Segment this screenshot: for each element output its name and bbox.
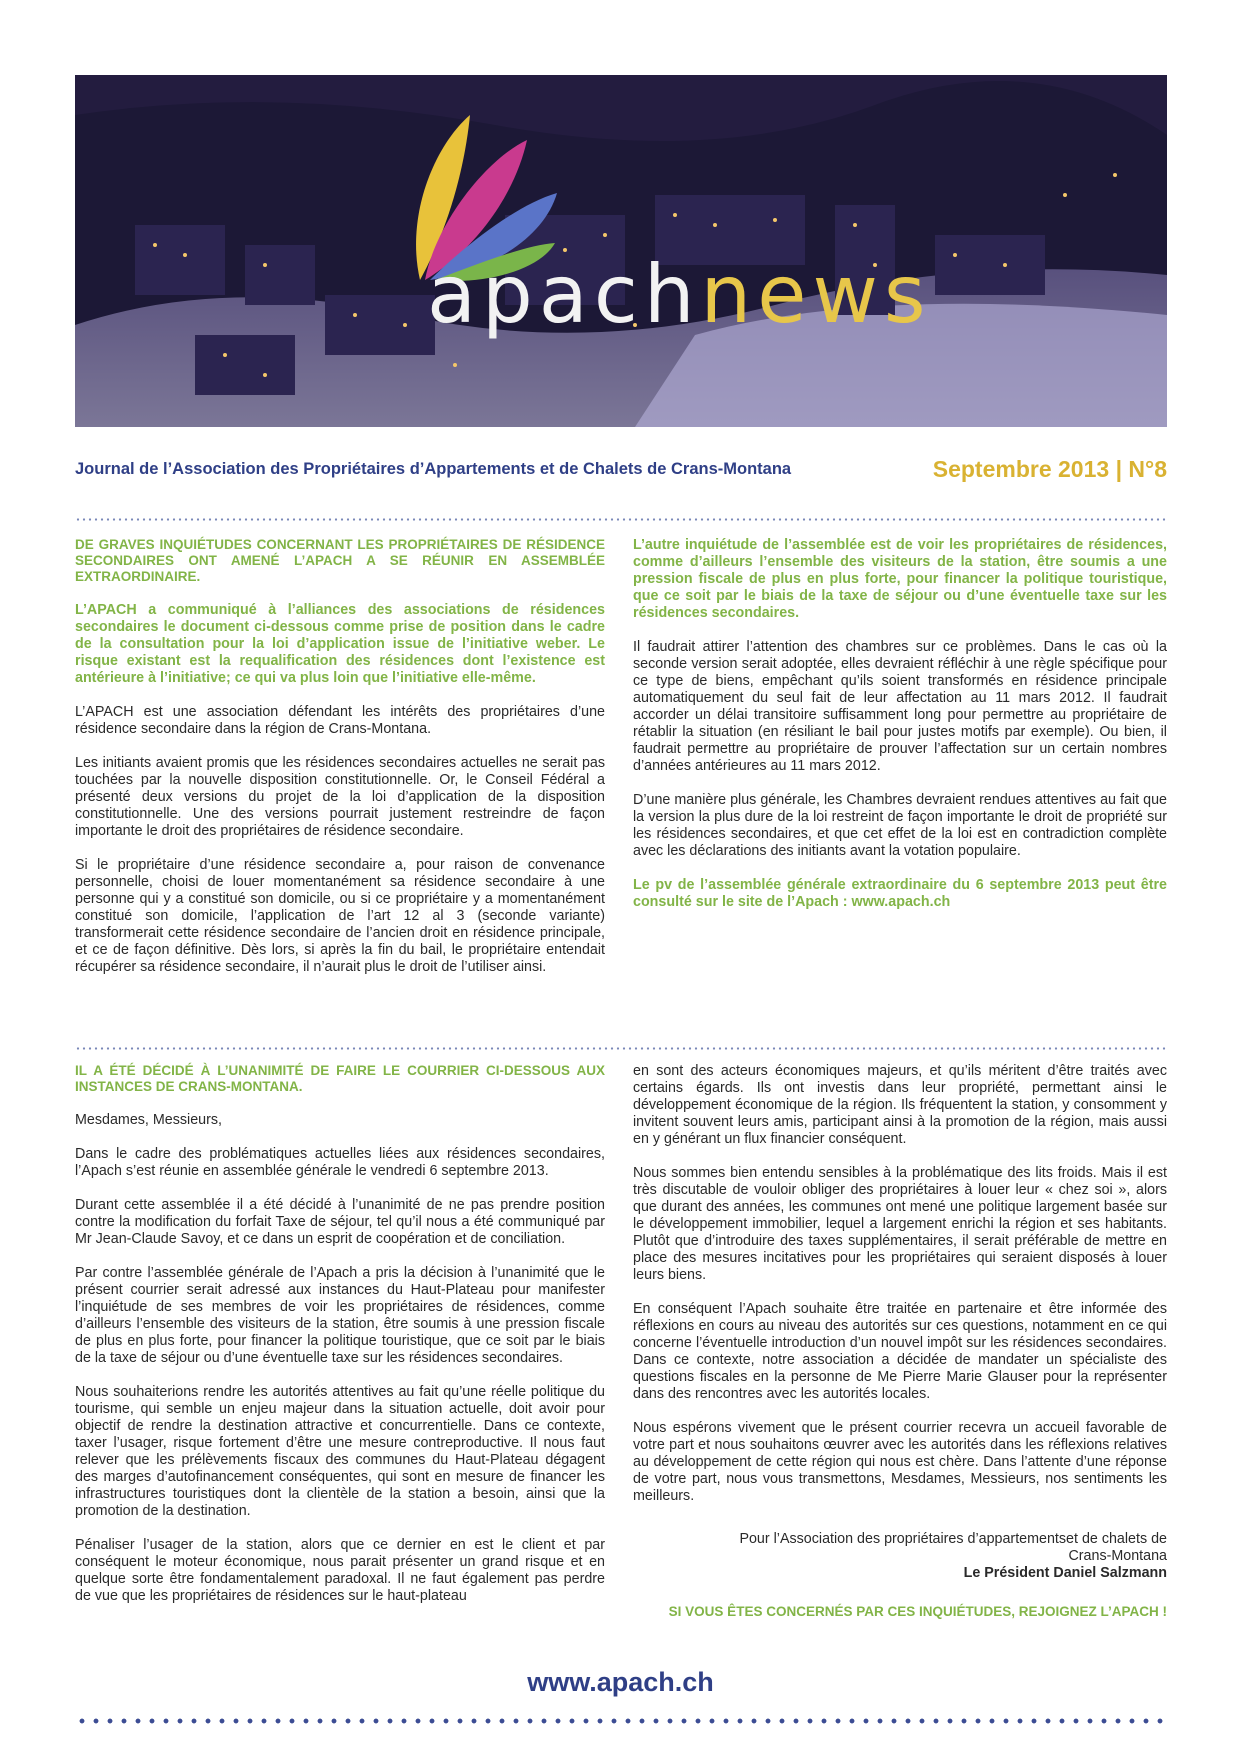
dotted-divider <box>75 518 1167 521</box>
dotted-divider <box>75 1047 1167 1050</box>
section2-right-column <box>633 1063 1167 1637</box>
section1-right-intro: L’autre inquiétude de l’assemblée est de voir les propriétaires de résidences, comme d’ailleurs l’ensemble des visiteurs de la station, être soumis a une pression fiscale de plus en plus forte, pour financer la politique touristique, que ce soit par le biais de la taxe de séjour ou d’une éventuelle taxe sur les résidences secondaires. <box>633 537 1167 621</box>
letter-signature <box>633 1531 1167 1582</box>
header-banner-photo <box>75 75 1167 427</box>
letter-paragraph: en sont des acteurs économiques majeurs, et qu’ils méritent d’être traités avec certains égards. Ils ont investis dans leur propriété, permettant ainsi le développement économique de la région. Ils fréquentent la station, y consomment y invitent souvent leurs amis, participant ainsi à la promotion de la région, mais aussi en y générant un flux financier conséquent. <box>633 1063 1167 1147</box>
journal-title: Journal de l’Association des Propriétaires d’Appartements et de Chalets de Crans-Montana <box>75 460 792 478</box>
signature-line: Pour l’Association des propriétaires d’appartementset de chalets de Crans-Montana <box>739 1531 1167 1564</box>
apachnews-logo <box>427 248 932 341</box>
section2-left-column <box>75 1063 605 1622</box>
footer-website-link[interactable]: www.apach.ch <box>527 1667 714 1697</box>
letter-paragraph: Durant cette assemblée il a été décidé à l’unanimité de ne pas prendre position contre la modification du forfait Taxe de séjour, tel qu’il nous a été communiqué par Mr Jean-Claude Savoy, et ce dans un esprit de coopération et de conciliation. <box>75 1197 605 1247</box>
letter-paragraph: Nous sommes bien entendu sensibles à la problématique des lits froids. Mais il est très discutable de vouloir obliger des propriétaires à louer leur « chez soi », alors que durant des années, les communes ont mené une politique largement basée sur le développement immobilier, lequel a largement enrichi la région et ses habitants. Plutôt que d’introduire des taxes supplémentaires, il serait préférable de mettre en place des mesures incitatives pour les propriétaires qui seraient disposés à louer leurs biens. <box>633 1165 1167 1283</box>
section1-paragraph: Si le propriétaire d’une résidence secondaire a, pour raison de convenance personnelle, choisi de louer momentanément sa résidence secondaire à une personne qui y a constitué son domicile, ou si ce propriétaire y a momentanément constitué son domicile, l’application de l’art 12 al 3 (seconde variante) transformerait cette résidence secondaire de l’ancien droit en résidence principale, et ce de façon définitive. Dès lors, si après la fin du bail, le propriétaire entendait récupérer sa résidence secondaire, il n’aurait plus le droit de l’utiliser ainsi. <box>75 857 605 975</box>
masthead-subtitle <box>75 456 1167 486</box>
section1-paragraph: Il faudrait attirer l’attention des chambres sur ce problèmes. Dans le cas où la seconde version serait adoptée, elles devraient réfléchir à une règle spécifique pour ce type de biens, empêchant qu’ils soient transformés en résidence principale automatiquement du seul fait de leur affectation au 11 mars 2012. Il faudrait accorder un délai transitoire suffisamment long pour permettre au propriétaire de rétablir la situation (en résiliant le bail pour justes motifs par exemple). Ou bien, il faudrait permettre au propriétaire de prouver l’affectation sur un certain nombres d’années antérieures au 11 mars 2012. <box>633 639 1167 774</box>
letter-paragraph: En conséquent l’Apach souhaite être traitée en partenaire et être informée des réflexions en cours au niveau des autorités sur ces questions, notamment en ce qui concerne l’éventuelle introduction d’un nouvel impôt sur les résidences secondaires. Dans ce contexte, notre association a décidée de mandater un spécialiste des questions fiscales en la personne de Me Pierre Marie Glauser pour la représenter dans des rencontres avec les autorités locales. <box>633 1301 1167 1402</box>
pv-notice: Le pv de l’assemblée générale extraordinaire du 6 septembre 2013 peut être consulté sur le site de l’Apach : www.apach.ch <box>633 877 1167 910</box>
logo-part-apach: apach <box>427 248 701 341</box>
letter-paragraph: Dans le cadre des problématiques actuelles liées aux résidences secondaires, l’Apach s’est réunie en assemblée générale le vendredi 6 septembre 2013. <box>75 1146 605 1179</box>
section2-heading: IL A ÉTÉ DÉCIDÉ À L’UNANIMITÉ DE FAIRE LE COURRIER CI-DESSOUS AUX INSTANCES DE CRANS-MONTANA. <box>75 1063 605 1094</box>
issue-number: Septembre 2013 | N°8 <box>932 456 1167 482</box>
section1-paragraph: D’une manière plus générale, les Chambres devraient rendues attentives au fait que la version la plus dure de la loi restreint de façon importante le droit de propriété sur les résidences secondaires, et que cet effet de la loi est en contradiction complète avec les déclarations des initiants avant la votation populaire. <box>633 792 1167 859</box>
section1-left-column <box>75 537 605 993</box>
section1-paragraph: L’APACH est une association défendant les intérêts des propriétaires d’une résidence secondaire dans la région de Crans-Montana. <box>75 704 605 737</box>
signature-name: Le Président Daniel Salzmann <box>963 1565 1167 1581</box>
letter-paragraph: Par contre l’assemblée générale de l’Apach a pris la décision à l’unanimité que le présent courrier serait adressé aux instances du Haut-Plateau pour manifester l’inquiétude de ses membres de voir les propriétaires de résidences, comme d’ailleurs l’ensemble des visiteurs de la station, être soumis à une pression fiscale de plus en plus forte, pour financer la politique touristique, que ce soit par le biais de la taxe de séjour ou d’une éventuelle taxe sur les résidences secondaires. <box>75 1265 605 1366</box>
join-call-to-action: SI VOUS ÊTES CONCERNÉS PAR CES INQUIÉTUDES, REJOIGNEZ L’APACH ! <box>668 1604 1167 1619</box>
logo-part-news: news <box>700 248 932 341</box>
footer-dotted-divider <box>75 1718 1167 1724</box>
letter-salutation: Mesdames, Messieurs, <box>75 1112 222 1128</box>
letter-paragraph: Nous souhaiterions rendre les autorités attentives au fait qu’une réelle politique du tourisme, qui semble un enjeu majeur dans la situation actuelle, doit avoir pour objectif de rendre la destination attractive et concurrentielle. Dans ce contexte, taxer l’usager, risque fortement d’être une mesure contreproductive. Il nous faut relever que les prélèvements fiscaux des communes du Haut-Plateau dégagent des marges d’autofinancement conséquentes, qui sont en mesure de financer les infrastructures touristiques dont la clientèle de la station a besoin, ainsi que la promotion de la destination. <box>75 1384 605 1519</box>
letter-paragraph: Pénaliser l’usager de la station, alors que ce dernier en est le client et par conséquent le moteur économique, nous parait présenter un grand risque et en quelque sorte être fondamentalement paradoxal. Il ne faut également pas perdre de vue que les propriétaires de résidences sur le haut-plateau <box>75 1537 605 1604</box>
section1-right-column <box>633 537 1167 928</box>
section1-intro: L’APACH a communiqué à l’alliances des associations de résidences secondaires le document ci-dessous comme prise de position dans le cadre de la consultation pour la loi d’application issue de l’initiative weber. Le risque existant est la requalification des résidences dont l’existence est antérieure à l’initiative; ce qui va plus loin que l’initiative elle-même. <box>75 602 605 686</box>
section1-heading: DE GRAVES INQUIÉTUDES CONCERNANT LES PROPRIÉTAIRES DE RÉSIDENCE SECONDAIRES ONT AMENÉ L’APACH A SE RÉUNIR EN ASSEMBLÉE EXTRAORDINAIRE. <box>75 537 605 584</box>
letter-paragraph: Nous espérons vivement que le présent courrier recevra un accueil favorable de votre part et nous souhaitons œuvrer avec les autorités dans les réflexions relatives au développement de cette région qui nous est chère. Dans l’attente d’une réponse de votre part, nous vous transmettons, Mesdames, Messieurs, nos sentiments les meilleurs. <box>633 1420 1167 1504</box>
section1-paragraph: Les initiants avaient promis que les résidences secondaires actuelles ne serait pas touchées par la nouvelle disposition constitutionnelle. Or, le Conseil Fédéral a présenté deux versions du projet de la loi d’application de la disposition constitutionnelle. Une des versions pourrait justement restreindre de façon importante le droit des propriétaires de résidence secondaire. <box>75 755 605 839</box>
